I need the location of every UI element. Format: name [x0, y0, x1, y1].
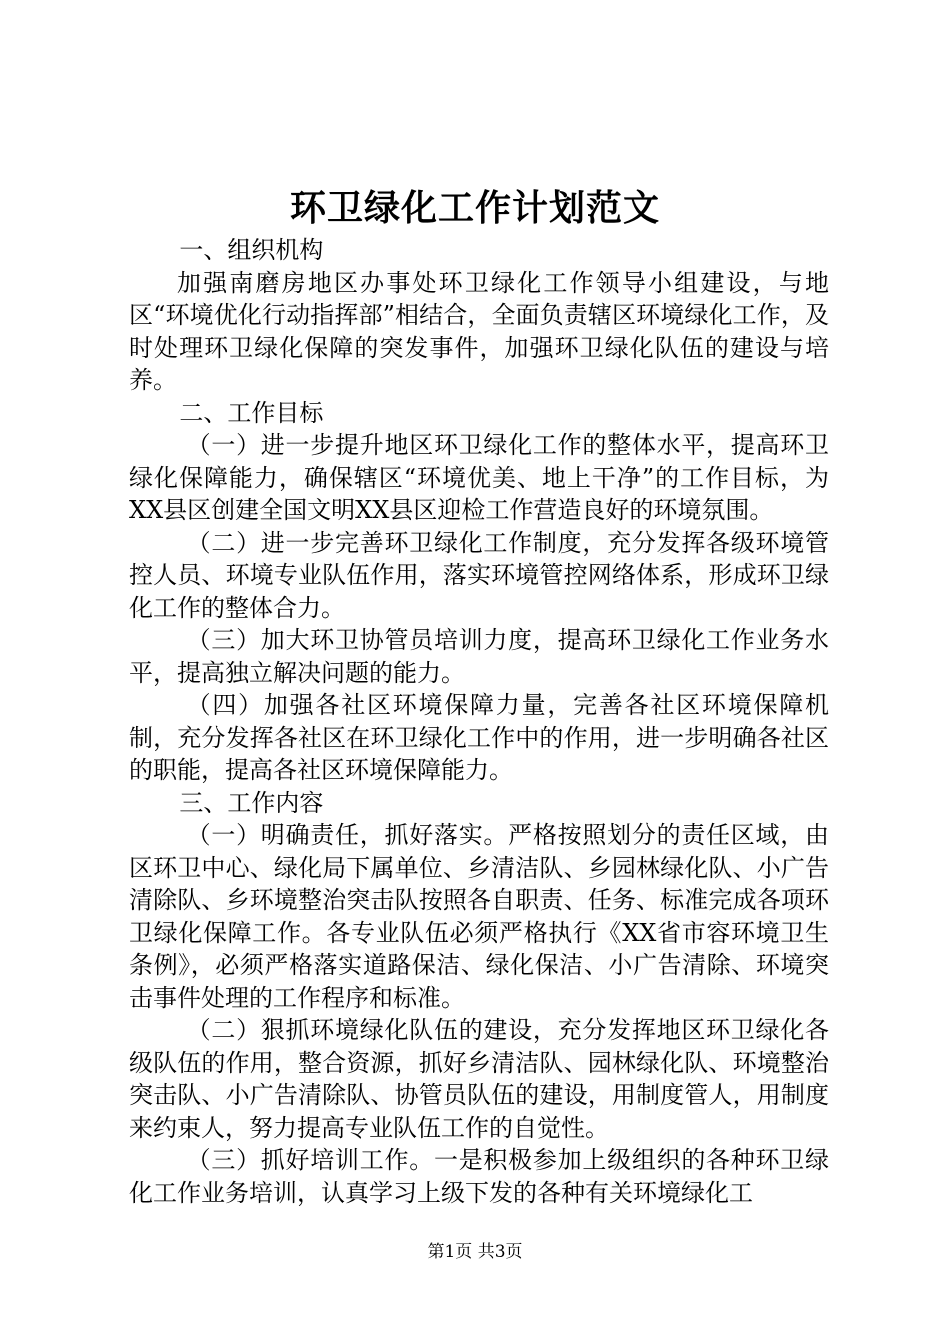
section-heading: 一、组织机构: [179, 236, 324, 264]
section-heading: 二、工作目标: [179, 398, 324, 427]
document-body: [129, 234, 829, 1209]
paragraph: （一）明确责任，抓好落实。严格按照划分的责任区域，由区环卫中心、绿化局下属单位、乡清洁队、乡园林绿化队、小广告清除队、乡环境整治突击队按照各自职责、任务、标准完成各项环卫绿化保障工作。各专业队伍必须严格执行《XX省市容环境卫生条例》，必须严格落实道路保洁、绿化保洁、小广告清除、环境突击事件处理的工作程序和标准。: [129, 821, 829, 1012]
document-title: 环卫绿化工作计划范文: [289, 187, 660, 229]
paragraph: （一）进一步提升地区环卫绿化工作的整体水平，提高环卫绿化保障能力，确保辖区“环境优美、地上干净”的工作目标，为XX县区创建全国文明XX县区迎检工作营造良好的环境氛围。: [129, 431, 829, 524]
paragraph: 加强南磨房地区办事处环卫绿化工作领导小组建设，与地区“环境优化行动指挥部”相结合，全面负责辖区环境绿化工作，及时处理环卫绿化保障的突发事件，加强环卫绿化队伍的建设与培养。: [129, 268, 829, 394]
section-heading: 三、工作内容: [179, 788, 324, 817]
page-number-footer: 第1页 共3页: [427, 1242, 523, 1262]
paragraph: （三）加大环卫协管员培训力度，提高环卫绿化工作业务水平，提高独立解决问题的能力。: [129, 626, 829, 687]
paragraph: （三）抓好培训工作。一是积极参加上级组织的各种环卫绿化工作业务培训，认真学习上级下发的各种有关环境绿化工: [129, 1146, 829, 1207]
paragraph: （二）狠抓环境绿化队伍的建设，充分发挥地区环卫绿化各级队伍的作用，整合资源，抓好乡清洁队、园林绿化队、环境整治突击队、小广告清除队、协管员队伍的建设，用制度管人，用制度来约束人，努力提高专业队伍工作的自觉性。: [129, 1016, 829, 1142]
paragraph: （二）进一步完善环卫绿化工作制度，充分发挥各级环境管控人员、环境专业队伍作用，落实环境管控网络体系，形成环卫绿化工作的整体合力。: [129, 528, 829, 622]
paragraph: （四）加强各社区环境保障力量，完善各社区环境保障机制，充分发挥各社区在环卫绿化工作中的作用，进一步明确各社区的职能，提高各社区环境保障能力。: [129, 691, 829, 784]
